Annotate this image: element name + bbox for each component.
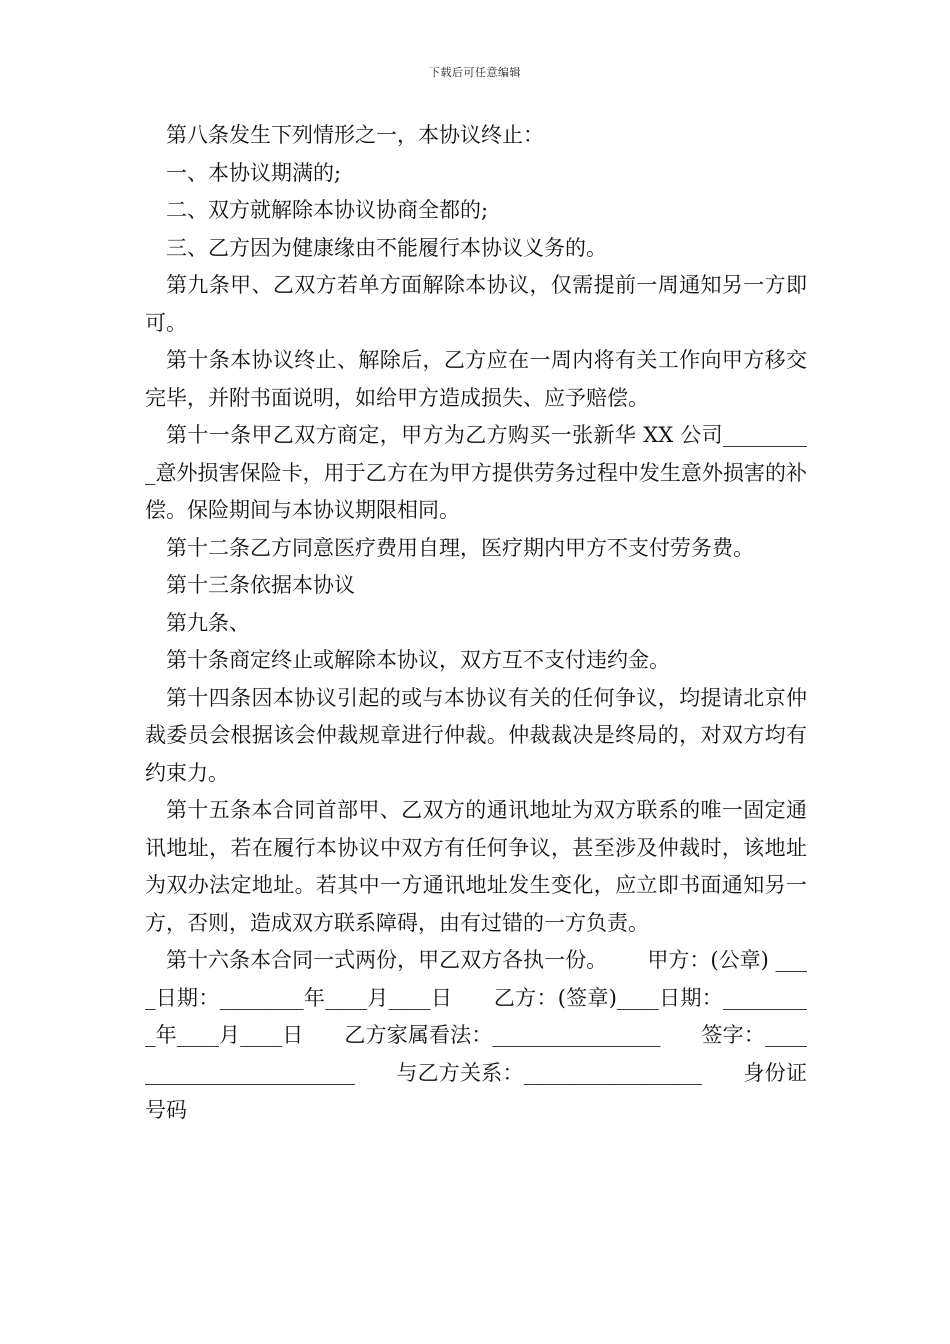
header-note: 下载后可任意编辑 <box>429 66 521 79</box>
document-body <box>145 117 807 1130</box>
article-16-signature-block: 第十六条本合同一式两份，甲乙双方各执一份。 甲方：(公章) ____日期：________年____月____日 乙方：(签章)____日期：_________年____月____日 乙方家属看法：________________ 签字：________________________ 与乙方关系：_________________ 身份证号码 <box>145 948 807 1122</box>
article-13-ref-10: 第十条商定终止或解除本协议，双方互不支付违约金。 <box>166 648 670 672</box>
article-15: 第十五条本合同首部甲、乙双方的通讯地址为双方联系的唯一固定通讯地址，若在履行本协议中双方有任何争议，甚至涉及仲裁时，该地址为双办法定地址。若其中一方通讯地址发生变化，应立即书面通知另一方，否则，造成双方联系障碍，由有过错的一方负责。 <box>145 798 807 935</box>
article-12: 第十二条乙方同意医疗费用自理，医疗期内甲方不支付劳务费。 <box>166 535 754 560</box>
article-8-item-1: 一、本协议期满的; <box>166 160 342 185</box>
article-8-item-2: 二、双方就解除本协议协商全都的; <box>166 198 489 222</box>
article-13-ref-9: 第九条、 <box>166 610 250 635</box>
article-14: 第十四条因本协议引起的或与本协议有关的任何争议，均提请北京仲裁委员会根据该会仲裁规章进行仲裁。仲裁裁决是终局的，对双方均有约束力。 <box>145 685 807 785</box>
article-9: 第九条甲、乙双方若单方面解除本协议，仅需提前一周通知另一方即可。 <box>145 273 807 335</box>
article-11: 第十一条甲乙双方商定，甲方为乙方购买一张新华 XX 公司_________意外损害保险卡，用于乙方在为甲方提供劳务过程中发生意外损害的补偿。保险期间与本协议期限相同。 <box>145 423 807 522</box>
article-10: 第十条本协议终止、解除后，乙方应在一周内将有关工作向甲方移交完毕，并附书面说明，如给甲方造成损失、应予赔偿。 <box>145 348 807 410</box>
article-8-item-3: 三、乙方因为健康缘由不能履行本协议义务的。 <box>166 235 607 260</box>
article-8: 第八条发生下列情形之一，本协议终止： <box>166 123 544 147</box>
article-13: 第十三条依据本协议 <box>166 573 355 597</box>
